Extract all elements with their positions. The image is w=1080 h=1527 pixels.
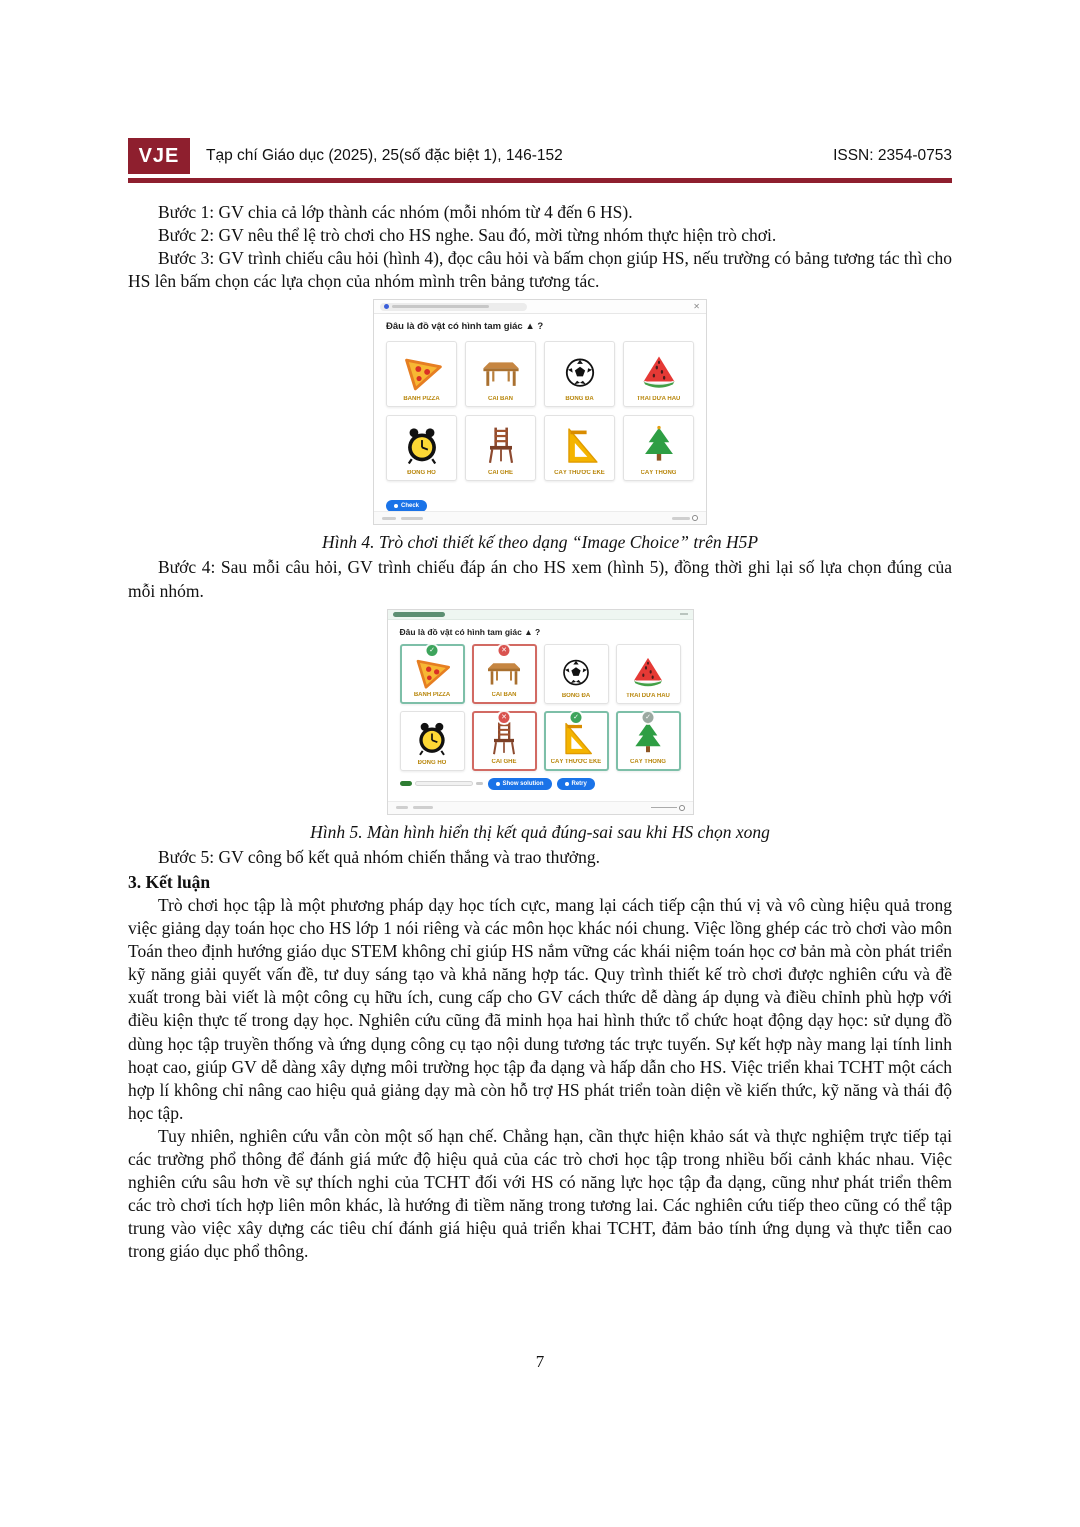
- result-card-table[interactable]: [472, 644, 537, 704]
- step-4-text: Bước 4: Sau mỗi câu hỏi, GV trình chiếu đáp án cho HS xem (hình 5), đồng thời ghi lại số lựa chọn đúng của mỗi nhóm.: [128, 557, 952, 601]
- tab-title-placeholder: [392, 305, 489, 308]
- card-label: BÁNH PIZZA: [413, 692, 451, 699]
- score-bar: [400, 781, 483, 786]
- step-1-text: Bước 1: GV chia cả lớp thành các nhóm (mỗi nhóm từ 4 đến 6 HS).: [158, 202, 633, 222]
- score-text-placeholder: [476, 782, 483, 785]
- minimize-icon[interactable]: [680, 613, 688, 615]
- footer-text-placeholder: [382, 517, 396, 520]
- pine-tree-icon: [637, 420, 681, 470]
- slider-knob-icon: [679, 805, 685, 811]
- journal-header: [128, 138, 952, 174]
- issn-label: ISSN: 2354-0753: [833, 147, 952, 164]
- card-label: ĐỒNG HỒ: [407, 470, 436, 477]
- score-filled-segment: [400, 781, 412, 786]
- conclusion-heading: 3. Kết luận: [128, 871, 211, 892]
- card-label: BÓNG ĐÁ: [565, 396, 594, 403]
- result-grid: [400, 644, 681, 771]
- card-label: BÁNH PIZZA: [403, 396, 440, 403]
- result-card-set-square[interactable]: [544, 711, 609, 771]
- card-label: CÂY THÔNG: [630, 759, 666, 766]
- show-solution-button[interactable]: Show solution: [488, 778, 552, 790]
- result-card-watermelon[interactable]: [616, 644, 681, 704]
- footer-text-placeholder: [396, 806, 408, 809]
- wrong-badge-icon: ✕: [499, 712, 510, 723]
- quiz-question: Đâu là đồ vật có hình tam giác ▲ ?: [399, 626, 541, 637]
- footer-text-placeholder: [672, 517, 690, 520]
- step-2-text: Bước 2: GV nêu thể lệ trò chơi cho HS nghe. Sau đó, mời từng nhóm thực hiện trò chơi.: [158, 225, 777, 246]
- figure5-caption: Hình 5. Màn hình hiển thị kết quả đúng-sai sau khi HS chọn xong: [310, 821, 770, 842]
- card-label: CÂY THƯỚC ÊKE: [550, 759, 602, 766]
- conclusion-paragraph-1: Trò chơi học tập là một phương pháp dạy học tích cực, mang lại cách tiếp cận thú vị và vô cùng hiệu quả trong việc giảng dạy toán học cho HS lớp 1 nói riêng và các môn học khác nói chung. Việc lồng ghép các trò chơi vào môn Toán theo định hướng giáo dục STEM không chỉ giúp HS nắm vững các khái niệm toán học cơ bản mà còn phát triển kỹ năng giải quyết vấn đề, tư duy sáng tạo và khả năng hợp tác. Quy trình thiết kế trò chơi được nghiên cứu và đề xuất trong bài viết là một công cụ hữu ích, cung cấp cho GV cách thức dễ dàng áp dụng và điều chỉnh phù hợp với điều kiện thực tế trong dạy học. Nghiên cứu cũng đã minh họa hai hình thức tổ chức hoạt động dạy học: sử dụng đồ dùng học tập truyền thống và ứng dụng công cụ tạo nội dung tương tác trực tuyến. Sự kết hợp này mang lại tính linh hoạt cao, giúp GV dễ dàng xây dựng môi trường học tập đa dạng và hấp dẫn cho HS. Việc triển khai TCHT một cách hợp lí không chỉ nâng cao hiệu quả giảng dạy mà còn hỗ trợ HS phát triển toàn diện về kiến thức, kỹ năng và thái độ học tập.: [128, 894, 952, 1123]
- journal-citation: Tạp chí Giáo dục (2025), 25(số đặc biệt 1), 146-152: [206, 147, 563, 164]
- correct-badge-icon: ✓: [427, 645, 438, 656]
- footer-text-placeholder: [401, 517, 423, 520]
- embed-resize-control[interactable]: [672, 515, 698, 521]
- figure4-caption: Hình 4. Trò chơi thiết kế theo dạng “Image Choice” trên H5P: [321, 532, 759, 553]
- h5p-footer-bar: [388, 801, 693, 814]
- choice-card-chair[interactable]: [465, 415, 536, 481]
- card-label: CÂY THƯỚC ÊKE: [554, 470, 605, 477]
- card-label: CÂY THÔNG: [640, 470, 677, 477]
- step-3-text: Bước 3: GV trình chiếu câu hỏi (hình 4), đọc câu hỏi và bấm chọn giúp HS, nếu trường có bảng tương tác thì cho HS lên bấm chọn các lựa chọn của nhóm mình trên bảng tương tác.: [128, 248, 952, 292]
- choice-card-table[interactable]: [465, 341, 536, 407]
- pizza-icon: [412, 650, 452, 692]
- eye-icon: [496, 782, 500, 786]
- wrong-badge-icon: ✕: [499, 645, 510, 656]
- card-label: TRÁI DƯA HẤU: [636, 396, 681, 403]
- result-card-soccer-ball[interactable]: [544, 644, 609, 704]
- retry-button[interactable]: Retry: [557, 778, 595, 790]
- check-icon: [394, 504, 398, 508]
- check-button[interactable]: Check: [386, 500, 427, 512]
- chair-icon: [484, 717, 524, 759]
- card-label: CÁI GHẾ: [491, 759, 517, 766]
- vje-logo: VJE: [128, 138, 190, 174]
- choice-card-soccer-ball[interactable]: [544, 341, 615, 407]
- watermelon-icon: [628, 649, 668, 693]
- set-square-icon: [556, 717, 596, 759]
- browser-tab[interactable]: [380, 303, 527, 311]
- slider-track: [651, 807, 677, 808]
- step-5-text: Bước 5: GV công bố kết quả nhóm chiến thắng và trao thưởng.: [158, 846, 601, 867]
- h5p-footer-bar: [374, 511, 706, 524]
- card-label: BÓNG ĐÁ: [561, 693, 591, 700]
- result-card-pine-tree[interactable]: [616, 711, 681, 771]
- pizza-icon: [400, 346, 444, 396]
- card-label: CÁI BÀN: [488, 396, 513, 403]
- card-label: TRÁI DƯA HẤU: [626, 693, 670, 700]
- card-label: CÁI BÀN: [491, 692, 517, 699]
- score-track: [415, 781, 473, 786]
- editor-top-bar: [388, 610, 693, 620]
- figure4-screenshot: [373, 299, 707, 525]
- choice-card-set-square[interactable]: [544, 415, 615, 481]
- quiz-question: Đâu là đồ vật có hình tam giác ▲ ?: [386, 321, 544, 333]
- result-card-alarm-clock[interactable]: [400, 711, 465, 771]
- favicon-dot: [384, 304, 389, 309]
- choice-card-alarm-clock[interactable]: [386, 415, 457, 481]
- zoom-slider[interactable]: [651, 805, 685, 811]
- choice-grid: [386, 341, 694, 481]
- table-icon: [479, 346, 523, 396]
- figure5-screenshot: [387, 609, 694, 815]
- retry-icon: [565, 782, 569, 786]
- header-rule: [128, 178, 952, 183]
- card-label: CÁI GHẾ: [487, 470, 513, 477]
- choice-card-watermelon[interactable]: [623, 341, 694, 407]
- toolbar-pill-placeholder: [393, 612, 445, 617]
- soccer-ball-icon: [558, 346, 602, 396]
- result-card-chair[interactable]: [472, 711, 537, 771]
- conclusion-paragraph-2: Tuy nhiên, nghiên cứu vẫn còn một số hạn chế. Chẳng hạn, cần thực hiện khảo sát và thực nghiệm trực tiếp tại các trường phổ thông để đánh giá mức độ hiệu quả của các trò chơi học tập trong nhiều bối cảnh khác nhau. Việc nghiên cứu sâu hơn về sự thích nghi của TCHT đối với HS có năng lực học tập đa dạng, cũng như phát triển thêm các trò chơi tích hợp liên môn khác, là hướng đi tiềm năng trong tương lai. Các nghiên cứu tiếp theo cũng có thể tập trung vào việc xây dựng các tiêu chí đánh giá hiệu quả triển khai TCHT, đảm bảo tính ứng dụng và thực tiễn cao trong giáo dục phổ thông.: [128, 1125, 952, 1262]
- table-icon: [484, 650, 524, 692]
- browser-tab-bar: [374, 300, 706, 314]
- correct-badge-icon: ✓: [571, 712, 582, 723]
- solution-badge-icon: ✓: [643, 712, 654, 723]
- footer-text-placeholder: [413, 806, 433, 809]
- soccer-ball-icon: [556, 649, 596, 693]
- card-label: ĐỒNG HỒ: [417, 760, 447, 767]
- chair-icon: [479, 420, 523, 470]
- alarm-clock-icon: [400, 420, 444, 470]
- resize-handle-icon: [692, 515, 698, 521]
- pine-tree-icon: [628, 717, 668, 759]
- alarm-clock-icon: [412, 716, 452, 760]
- set-square-icon: [558, 420, 602, 470]
- page-number: 7: [535, 1352, 545, 1371]
- choice-card-pizza[interactable]: [386, 341, 457, 407]
- watermelon-icon: [637, 346, 681, 396]
- close-icon[interactable]: ✕: [693, 301, 700, 311]
- result-card-pizza[interactable]: [400, 644, 465, 704]
- choice-card-pine-tree[interactable]: [623, 415, 694, 481]
